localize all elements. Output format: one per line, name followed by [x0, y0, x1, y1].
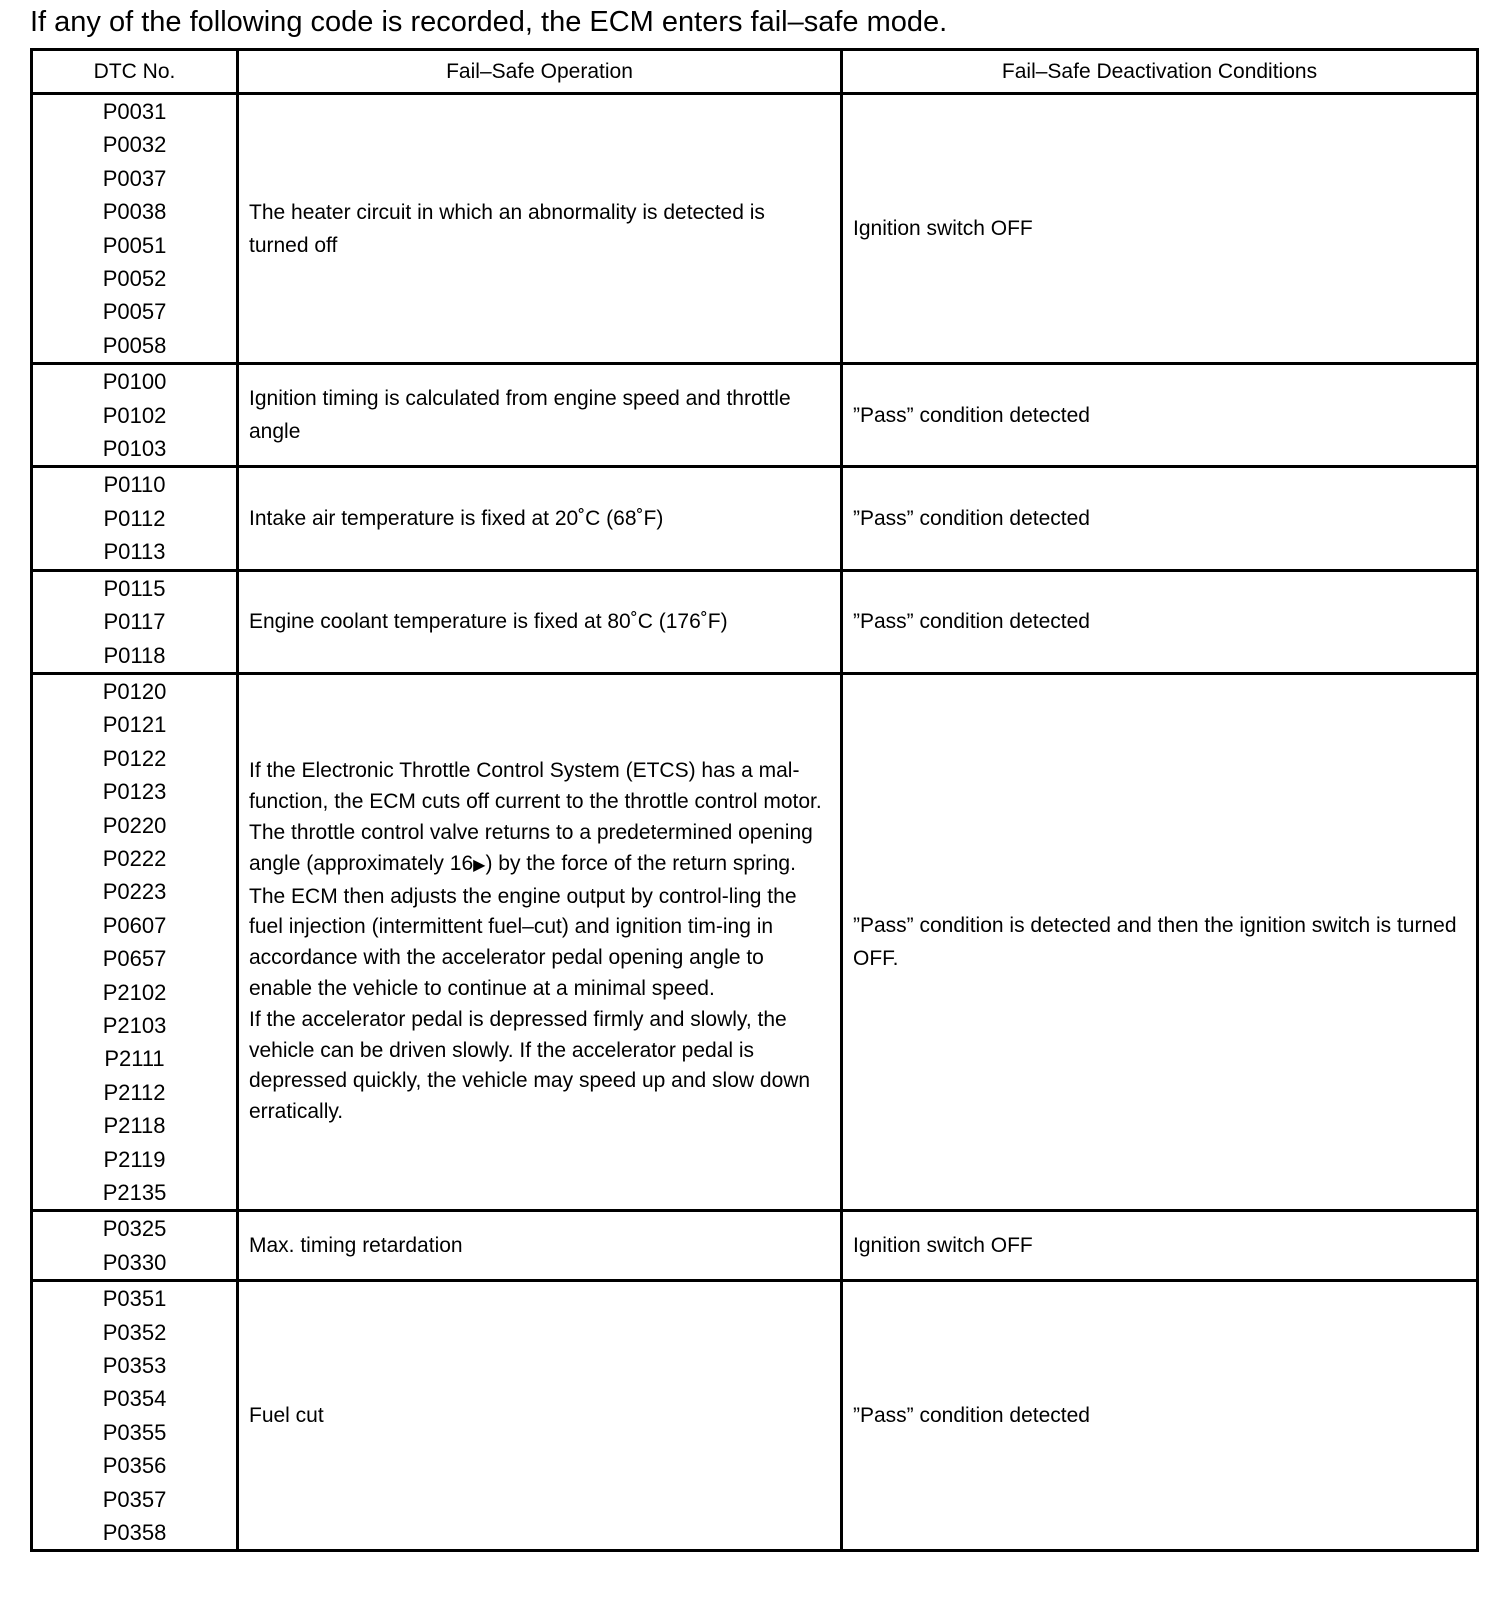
dtc-code-list — [32, 1281, 238, 1551]
table-row — [32, 1211, 1478, 1281]
dtc-code: P0358 — [102, 1520, 167, 1546]
dtc-code-list — [32, 570, 238, 673]
dtc-code: P0038 — [102, 199, 167, 225]
deactivation-condition: ”Pass” condition detected — [842, 364, 1478, 467]
dtc-code: P0352 — [102, 1319, 167, 1345]
dtc-code: P0037 — [102, 165, 167, 191]
dtc-code: P0057 — [102, 299, 167, 325]
dtc-code: P0223 — [102, 879, 167, 905]
operation-paragraph — [249, 756, 830, 1004]
dtc-code: P0123 — [102, 779, 167, 805]
dtc-code: P0052 — [102, 266, 167, 292]
dtc-code-list — [32, 94, 238, 364]
dtc-code: P0607 — [102, 912, 167, 938]
dtc-code: P0121 — [102, 712, 167, 738]
dtc-code: P0117 — [103, 609, 166, 635]
deactivation-condition: ”Pass” condition detected — [842, 570, 1478, 673]
fail-safe-operation: Max. timing retardation — [238, 1211, 842, 1281]
table-row — [32, 364, 1478, 467]
dtc-code: P2135 — [102, 1180, 167, 1205]
dtc-code: P0103 — [102, 436, 167, 462]
fail-safe-table — [30, 48, 1479, 1552]
operation-paragraph: If the accelerator pedal is depressed firmly and slowly, the vehicle can be driven slowly. If the accelerator pedal is depressed quickly, the vehicle may speed up and slow down erratically. — [249, 1007, 811, 1124]
dtc-code: P0051 — [102, 232, 167, 258]
operation-text: ) by the force of the return spring. The ECM then adjusts the engine output by control-ling the fuel injection (intermittent fuel–cut) and ignition tim-ing in accordance with the accelerator pedal opening angle to enable the vehicle to continue at a minimal speed. — [249, 851, 797, 1000]
header-fail-safe-operation: Fail–Safe Operation — [238, 50, 842, 94]
dtc-code: P0031 — [102, 99, 167, 124]
fail-safe-operation: The heater circuit in which an abnormality is detected is turned off — [238, 94, 842, 364]
dtc-code: P0118 — [103, 642, 166, 668]
table-row — [32, 94, 1478, 364]
dtc-code: P0220 — [102, 812, 167, 838]
dtc-code: P0351 — [102, 1286, 167, 1312]
dtc-code: P0122 — [102, 745, 167, 771]
dtc-code: P0657 — [102, 946, 167, 972]
dtc-code: P2111 — [104, 1046, 165, 1072]
table-row — [32, 467, 1478, 570]
deactivation-condition: Ignition switch OFF — [842, 94, 1478, 364]
fail-safe-operation: Fuel cut — [238, 1281, 842, 1551]
dtc-code: P0032 — [102, 132, 167, 158]
dtc-code: P0058 — [102, 332, 167, 358]
deactivation-condition: Ignition switch OFF — [842, 1211, 1478, 1281]
dtc-code-list — [32, 364, 238, 467]
dtc-code: P0355 — [102, 1419, 167, 1445]
dtc-code-list — [32, 467, 238, 570]
dtc-code: P0100 — [102, 369, 167, 395]
table-header-row — [32, 50, 1478, 94]
dtc-code: P0115 — [103, 575, 166, 601]
operation-text: If the Electronic Throttle Control System (ETCS) has a mal-function, the ECM cuts off current to the throttle control motor. The throttle control valve returns to a predetermined opening angle (approximately 16 — [249, 759, 822, 875]
dtc-code: P2119 — [103, 1146, 166, 1172]
fail-safe-operation: Ignition timing is calculated from engine speed and throttle angle — [238, 364, 842, 467]
header-dtc-no: DTC No. — [32, 50, 238, 94]
dtc-code: P2103 — [102, 1012, 167, 1038]
dtc-code: P0113 — [103, 539, 166, 565]
dtc-code: P0102 — [102, 402, 167, 428]
dtc-code: P2112 — [103, 1079, 166, 1105]
dtc-code: P0222 — [102, 845, 167, 871]
dtc-code: P0353 — [102, 1353, 167, 1379]
play-arrow-icon: ▶ — [473, 856, 486, 874]
dtc-code: P0112 — [103, 505, 166, 531]
dtc-code: P0357 — [102, 1486, 167, 1512]
deactivation-condition: ”Pass” condition detected — [842, 1281, 1478, 1551]
deactivation-condition: ”Pass” condition detected — [842, 467, 1478, 570]
dtc-code: P2118 — [103, 1113, 166, 1139]
intro-sentence: If any of the following code is recorded, the ECM enters fail–safe mode. — [30, 6, 948, 38]
dtc-code: P0325 — [102, 1216, 167, 1242]
dtc-code: P0356 — [102, 1453, 167, 1479]
fail-safe-operation — [238, 673, 842, 1211]
fail-safe-operation: Intake air temperature is fixed at 20˚C (68˚F) — [238, 467, 842, 570]
dtc-code: P0120 — [102, 678, 167, 704]
table-row — [32, 570, 1478, 673]
table-row — [32, 673, 1478, 1211]
fail-safe-operation: Engine coolant temperature is fixed at 80˚C (176˚F) — [238, 570, 842, 673]
dtc-code: P0110 — [103, 472, 166, 498]
dtc-code-list — [32, 1211, 238, 1281]
header-deactivation-conditions: Fail–Safe Deactivation Conditions — [842, 50, 1478, 94]
table-row — [32, 1281, 1478, 1551]
dtc-code-list — [32, 673, 238, 1211]
dtc-code: P2102 — [102, 979, 167, 1005]
deactivation-condition: ”Pass” condition is detected and then the ignition switch is turned OFF. — [842, 673, 1478, 1211]
dtc-code: P0354 — [102, 1386, 167, 1412]
dtc-code: P0330 — [102, 1249, 167, 1275]
